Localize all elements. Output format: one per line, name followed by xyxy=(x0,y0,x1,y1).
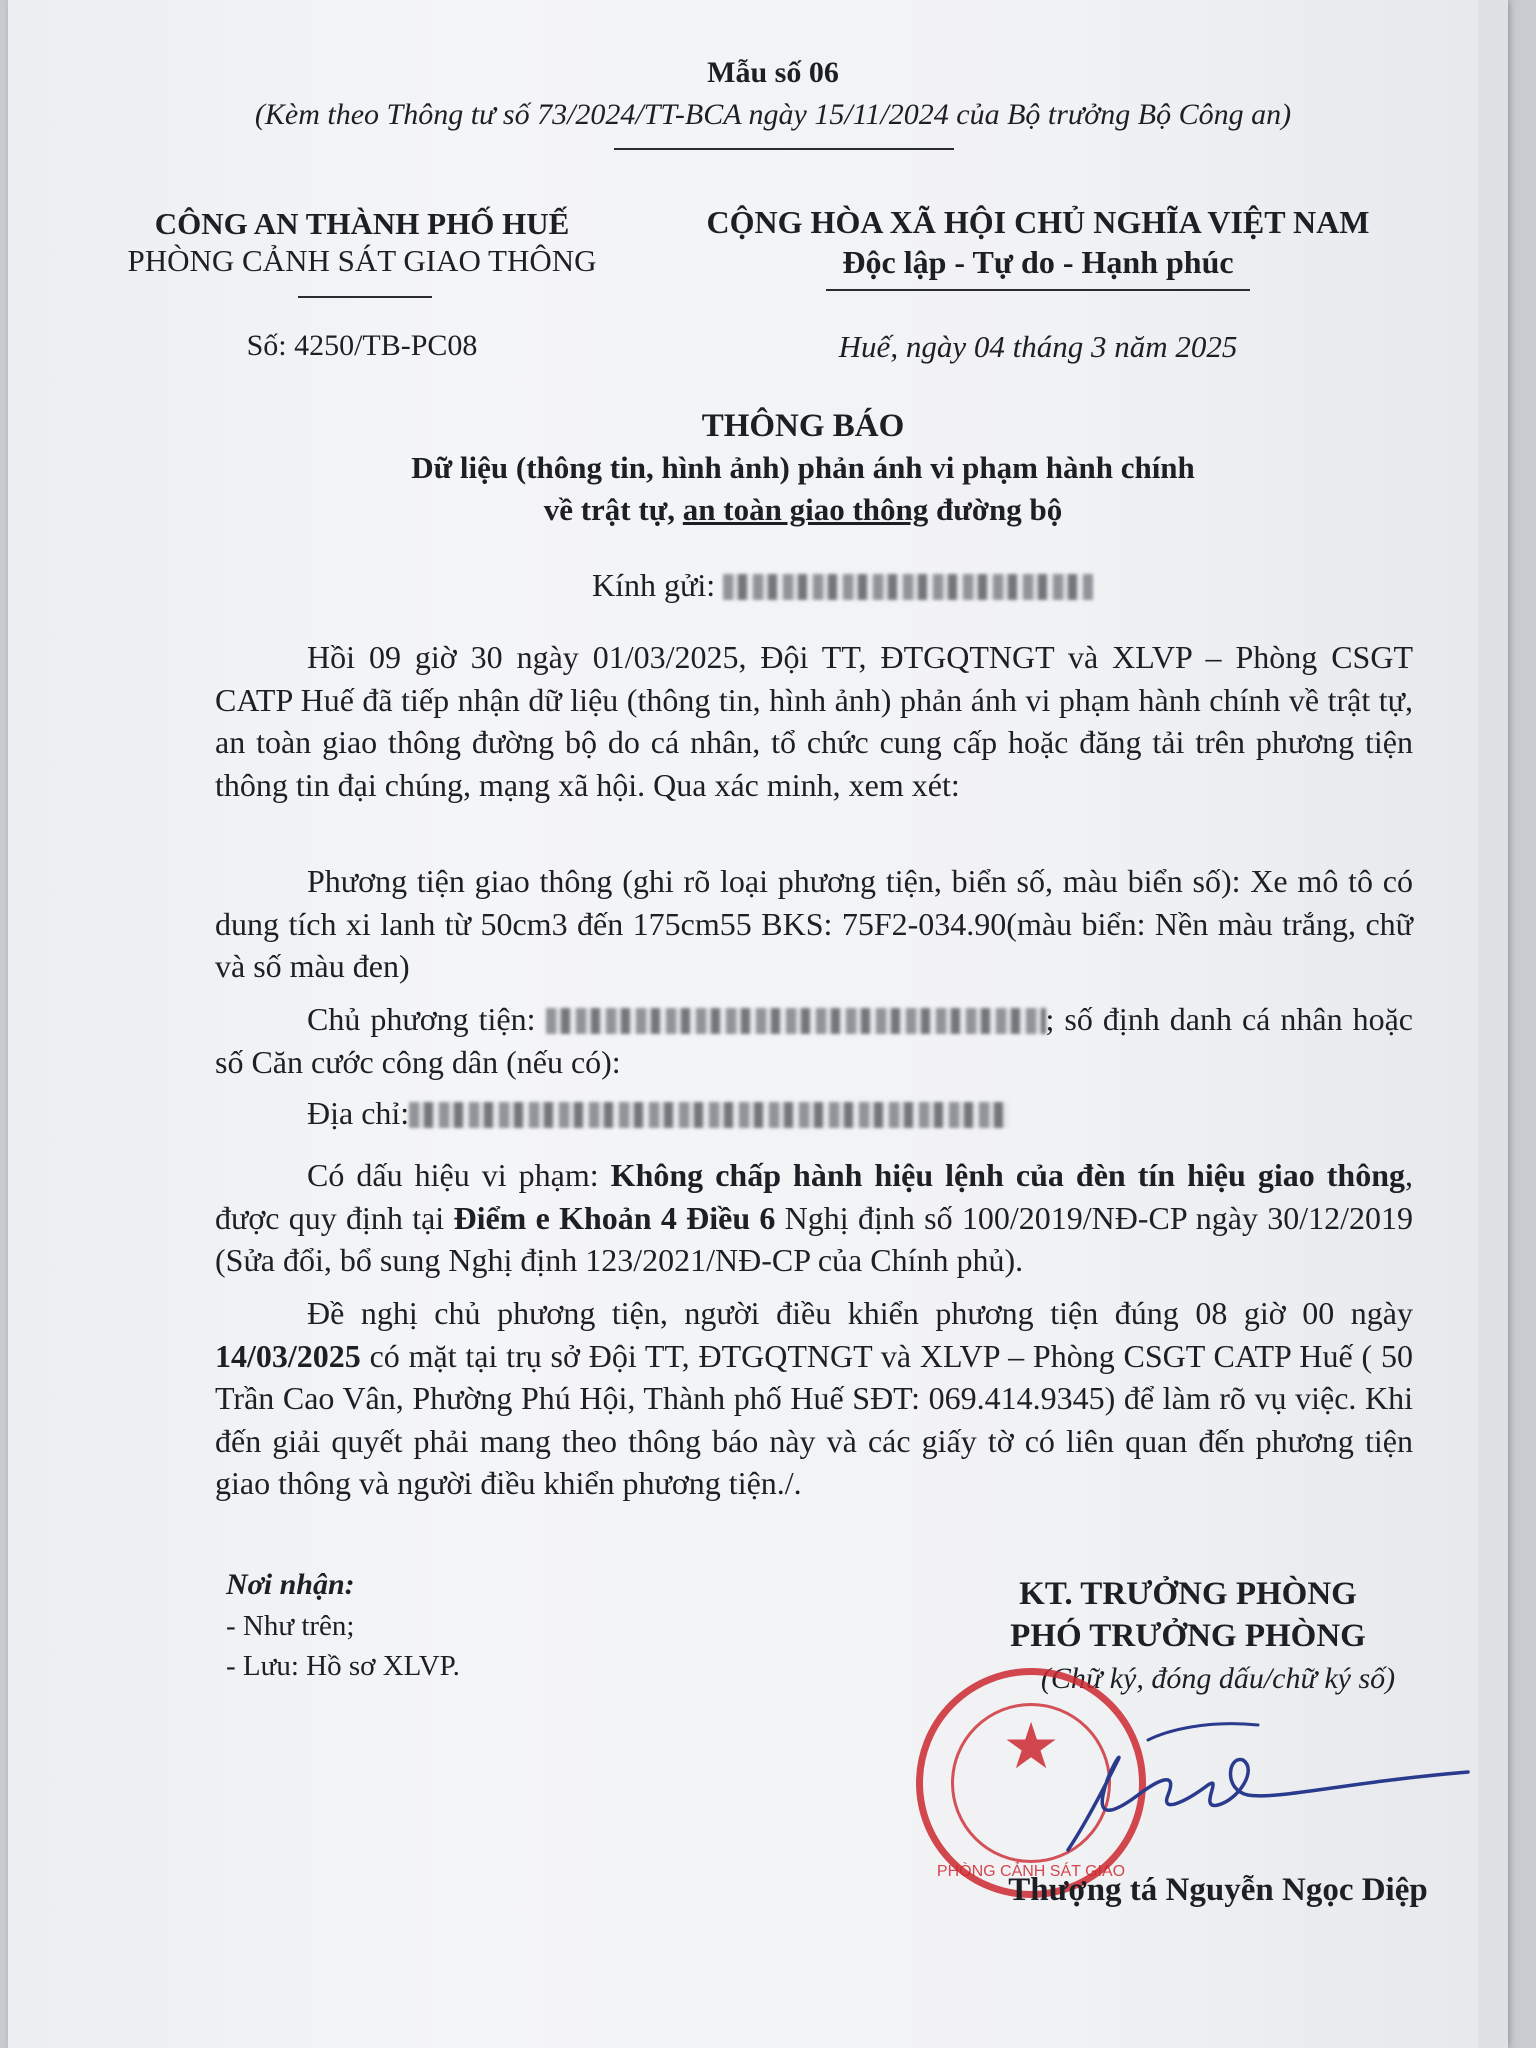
recipient-item: - Như trên; xyxy=(226,1610,355,1642)
paragraph-owner: Chủ phương tiện: ; số định danh cá nhân hoặc số Căn cước công dân (nếu có): xyxy=(215,1001,1414,1080)
form-number: Mẫu số 06 xyxy=(707,56,839,89)
signer-title-1: KT. TRƯỞNG PHÒNG xyxy=(1019,1576,1357,1612)
recipient-item: - Lưu: Hồ sơ XLVP. xyxy=(226,1650,460,1682)
document-number: Số: 4250/TB-PC08 xyxy=(246,329,478,362)
national-motto: Độc lập - Tự do - Hạnh phúc xyxy=(842,244,1234,280)
header-divider xyxy=(614,148,954,150)
redacted-owner-name xyxy=(546,1008,1046,1034)
redacted-address xyxy=(409,1102,1009,1128)
issue-date: Huế, ngày 04 tháng 3 năm 2025 xyxy=(838,329,1238,364)
redacted-recipient xyxy=(723,574,1093,600)
handwritten-signature xyxy=(1048,1700,1488,1870)
paragraph-address: Địa chỉ: xyxy=(215,1092,1413,1135)
motto-underline xyxy=(826,289,1250,291)
recipient-line: Kính gửi: xyxy=(592,567,1093,604)
notice-subtitle-1: Dữ liệu (thông tin, hình ảnh) phản ánh vi phạm hành chính xyxy=(411,450,1195,485)
paragraph-request: Đề nghị chủ phương tiện, người điều khiển phương tiện đúng 08 giờ 00 ngày 14/03/2025 có mặt tại trụ sở Đội TT, ĐTGQTNGT và XLVP – Phòng CSGT CATP Huế ( 50 Trần Cao Vân, Phường Phú Hội, Thành phố Huế SĐT: 069.414.9345) để làm rõ vụ việc. Khi đến giải quyết phải mang theo thông báo này và các giấy tờ có liên quan đến phương tiện giao thông và người điều khiển phương tiện./. xyxy=(215,1295,1413,1501)
star-icon: ★ xyxy=(1002,1711,1060,1782)
republic-title: CỘNG HÒA XÃ HỘI CHỦ NGHĨA VIỆT NAM xyxy=(706,204,1370,240)
agency-divider xyxy=(298,296,432,298)
notice-subtitle-2: về trật tự, an toàn giao thông đường bộ xyxy=(543,492,1063,527)
paragraph-receipt: Hồi 09 giờ 30 ngày 01/03/2025, Đội TT, ĐTGQTNGT và XLVP – Phòng CSGT CATP Huế đã tiếp nhận dữ liệu (thông tin, hình ảnh) phản ánh vi phạm hành chính về trật tự, an toàn giao thông đường bộ do cá nhân, tổ chức cung cấp hoặc đăng tải trên phương tiện thông tin đại chúng, mạng xã hội. Qua xác minh, xem xét: xyxy=(215,639,1413,803)
paragraph-violation: Có dấu hiệu vi phạm: Không chấp hành hiệu lệnh của đèn tín hiệu giao thông, được quy định tại Điểm e Khoản 4 Điều 6 Nghị định số 100/2019/NĐ-CP ngày 30/12/2019 (Sửa đổi, bổ sung Nghị định 123/2021/NĐ-CP của Chính phủ). xyxy=(215,1157,1414,1278)
notice-title: THÔNG BÁO xyxy=(701,408,905,444)
signer-name: Thượng tá Nguyễn Ngọc Diệp xyxy=(1008,1872,1428,1908)
paragraph-vehicle: Phương tiện giao thông (ghi rõ loại phương tiện, biển số, màu biển số): Xe mô tô có dung tích xi lanh từ 50cm3 đến 175cm55 BKS: 75F2-034.90(màu biển: Nền màu trắng, chữ và số màu đen) xyxy=(215,863,1413,984)
circular-reference: (Kèm theo Thông tư số 73/2024/TT-BCA ngày 15/11/2024 của Bộ trưởng Bộ Công an) xyxy=(254,98,1292,131)
document-page xyxy=(8,0,1508,2048)
signer-title-2: PHÓ TRƯỞNG PHÒNG xyxy=(1010,1618,1366,1654)
signature-note: (Chữ ký, đóng dấu/chữ ký số) xyxy=(1040,1662,1396,1695)
agency-name: CÔNG AN THÀNH PHỐ HUẾ xyxy=(154,206,570,241)
seal-ring-text: PHÒNG CẢNH SÁT GIAO xyxy=(936,1863,1126,1880)
department-name: PHÒNG CẢNH SÁT GIAO THÔNG xyxy=(127,243,597,278)
recipients-label: Nơi nhận: xyxy=(226,1568,355,1601)
